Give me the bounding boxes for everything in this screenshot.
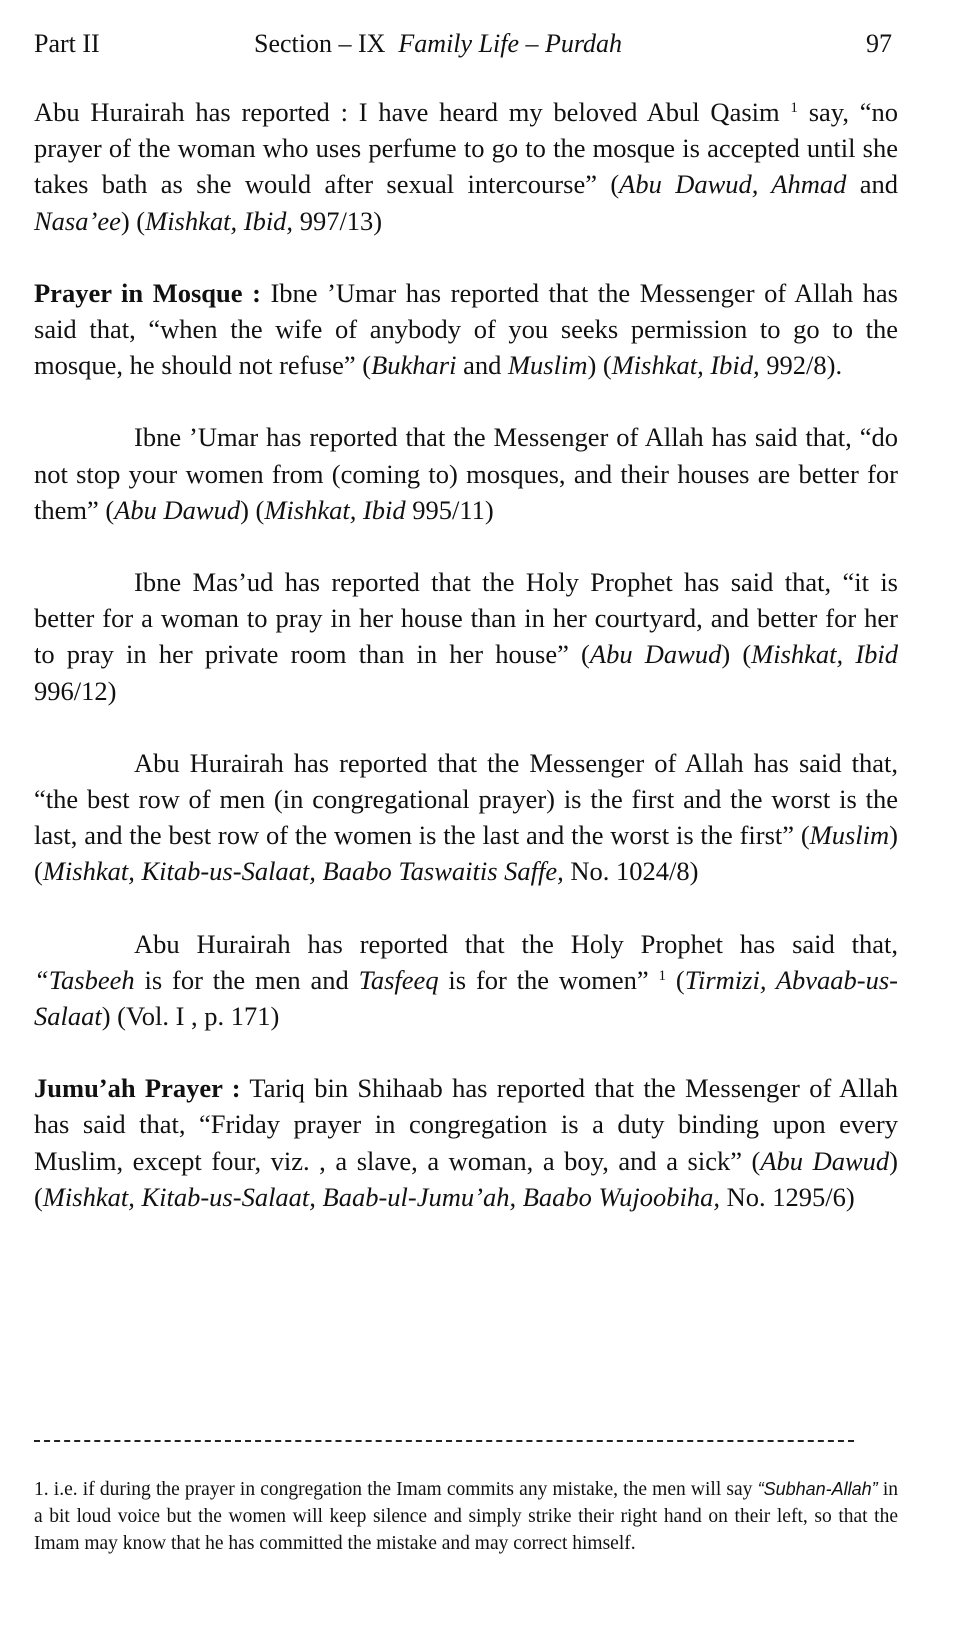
paragraph-6 <box>34 926 898 1035</box>
citation: Bukhari <box>371 350 457 381</box>
citation: Abu Dawud <box>760 1145 890 1176</box>
text: No. 1295/6) <box>720 1181 855 1212</box>
citation: Tirmizi, Abvaab-us-Salaat <box>34 964 898 1032</box>
text: 992/8). <box>759 350 843 381</box>
citation: Abu Dawud <box>114 494 241 525</box>
text: ) ( <box>34 820 898 887</box>
text: Ibne ’Umar has reported that the Messenger of Allah has said that, “when the wife of anybody of you seeks permission to go to the mosque, he should not refuse” ( <box>34 277 898 381</box>
text: Ibne Mas’ud has reported that the Holy Prophet has said that, “it is better for a woman to pray in her house than in her courtyard, and better for her to pray in her private room than in her house” ( <box>34 567 898 670</box>
footnote-text: in a bit loud voice but the women will keep silence and simply strike their right hand on their left, so that the Imam may know that he has committed the mistake and may correct himself. <box>34 1479 899 1554</box>
text: and <box>846 169 898 200</box>
text: 996/12) <box>34 675 117 706</box>
citation: Abu Dawud <box>589 639 722 670</box>
heading-jumuah-prayer: Jumu’ah Prayer : <box>34 1073 241 1104</box>
text: ) ( <box>240 494 265 525</box>
text: No. 1024/8) <box>563 856 699 887</box>
citation: Mishkat, Kitab-us-Salaat, Baabo Taswaitis Saffe, <box>42 856 564 887</box>
text: and <box>456 350 508 381</box>
paragraph-5 <box>34 745 898 890</box>
text: Abu Hurairah has reported that the Holy Prophet has said that, <box>134 928 898 959</box>
section-title <box>254 26 622 62</box>
paragraph-1 <box>34 94 898 239</box>
part-label: Part II <box>34 29 100 58</box>
text: say, “no prayer of the woman who uses perfume to go to the mosque is accepted until she takes bath as she would after sexual intercourse” ( <box>34 97 898 200</box>
citation: Mishkat, Ibid, <box>145 205 294 236</box>
text: Abu Hurairah has reported : I have heard my beloved Abul Qasim <box>34 97 780 127</box>
page-body <box>34 94 898 1251</box>
footnote <box>34 1476 898 1557</box>
text: is for the women” <box>438 964 649 995</box>
citation: Muslim <box>809 820 890 851</box>
section-subtitle: Family Life – Purdah <box>398 29 623 58</box>
section-number: Section – IX <box>254 29 386 58</box>
text: Ibne ’Umar has reported that the Messenger of Allah has said that, “do not stop your women from (coming to) mosques, and their houses are better for them” ( <box>34 422 898 525</box>
footnote-quote: “Subhan-Allah” <box>757 1479 878 1499</box>
footnote-ref: 1 <box>658 967 667 984</box>
text: ) ( <box>34 1145 898 1212</box>
heading-prayer-in-mosque: Prayer in Mosque : <box>34 277 261 308</box>
citation: Mishkat, Ibid <box>751 639 899 670</box>
footnote-divider <box>34 1440 854 1442</box>
citation: Mishkat, Kitab-us-Salaat, Baab-ul-Jumu’ah, Baabo Wujoobiha, <box>42 1181 720 1212</box>
paragraph-4 <box>34 564 898 709</box>
text: ) ( <box>120 205 146 236</box>
term: “Tasbeeh <box>34 964 135 995</box>
citation: Nasa’ee <box>34 205 121 236</box>
text: ( <box>666 964 685 995</box>
citation: Abu Dawud, Ahmad <box>619 169 847 200</box>
text: is for the men and <box>134 964 359 995</box>
text: Tariq bin Shihaab has reported that the Messenger of Allah has said that, “Friday prayer in congregation is a duty binding upon every Muslim, except four, viz. , a slave, a woman, a boy, and a sick” ( <box>34 1073 898 1176</box>
text: ) (Vol. I , p. 171) <box>101 1001 280 1032</box>
page-number: 97 <box>866 29 892 58</box>
text: ) ( <box>587 350 612 381</box>
footnote-text: 1. i.e. if during the prayer in congregation the Imam commits any mistake, the men will say <box>34 1479 758 1500</box>
citation: Mishkat, Ibid <box>264 494 406 525</box>
text: 995/11) <box>405 494 494 525</box>
text: 997/13) <box>293 205 383 236</box>
citation: Mishkat, Ibid, <box>611 350 760 381</box>
term: Tasfeeq <box>358 964 439 995</box>
text: ) ( <box>721 639 752 670</box>
page-header <box>34 26 892 62</box>
paragraph-2 <box>34 275 898 384</box>
citation: Muslim <box>507 350 588 381</box>
footnote-ref: 1 <box>790 100 798 116</box>
paragraph-7 <box>34 1070 898 1215</box>
paragraph-3 <box>34 419 898 528</box>
text: Abu Hurairah has reported that the Messenger of Allah has said that, “the best row of men (in congregational prayer) is the first and the worst is the last, and the best row of the women is the last and the worst is the first” ( <box>34 747 898 851</box>
